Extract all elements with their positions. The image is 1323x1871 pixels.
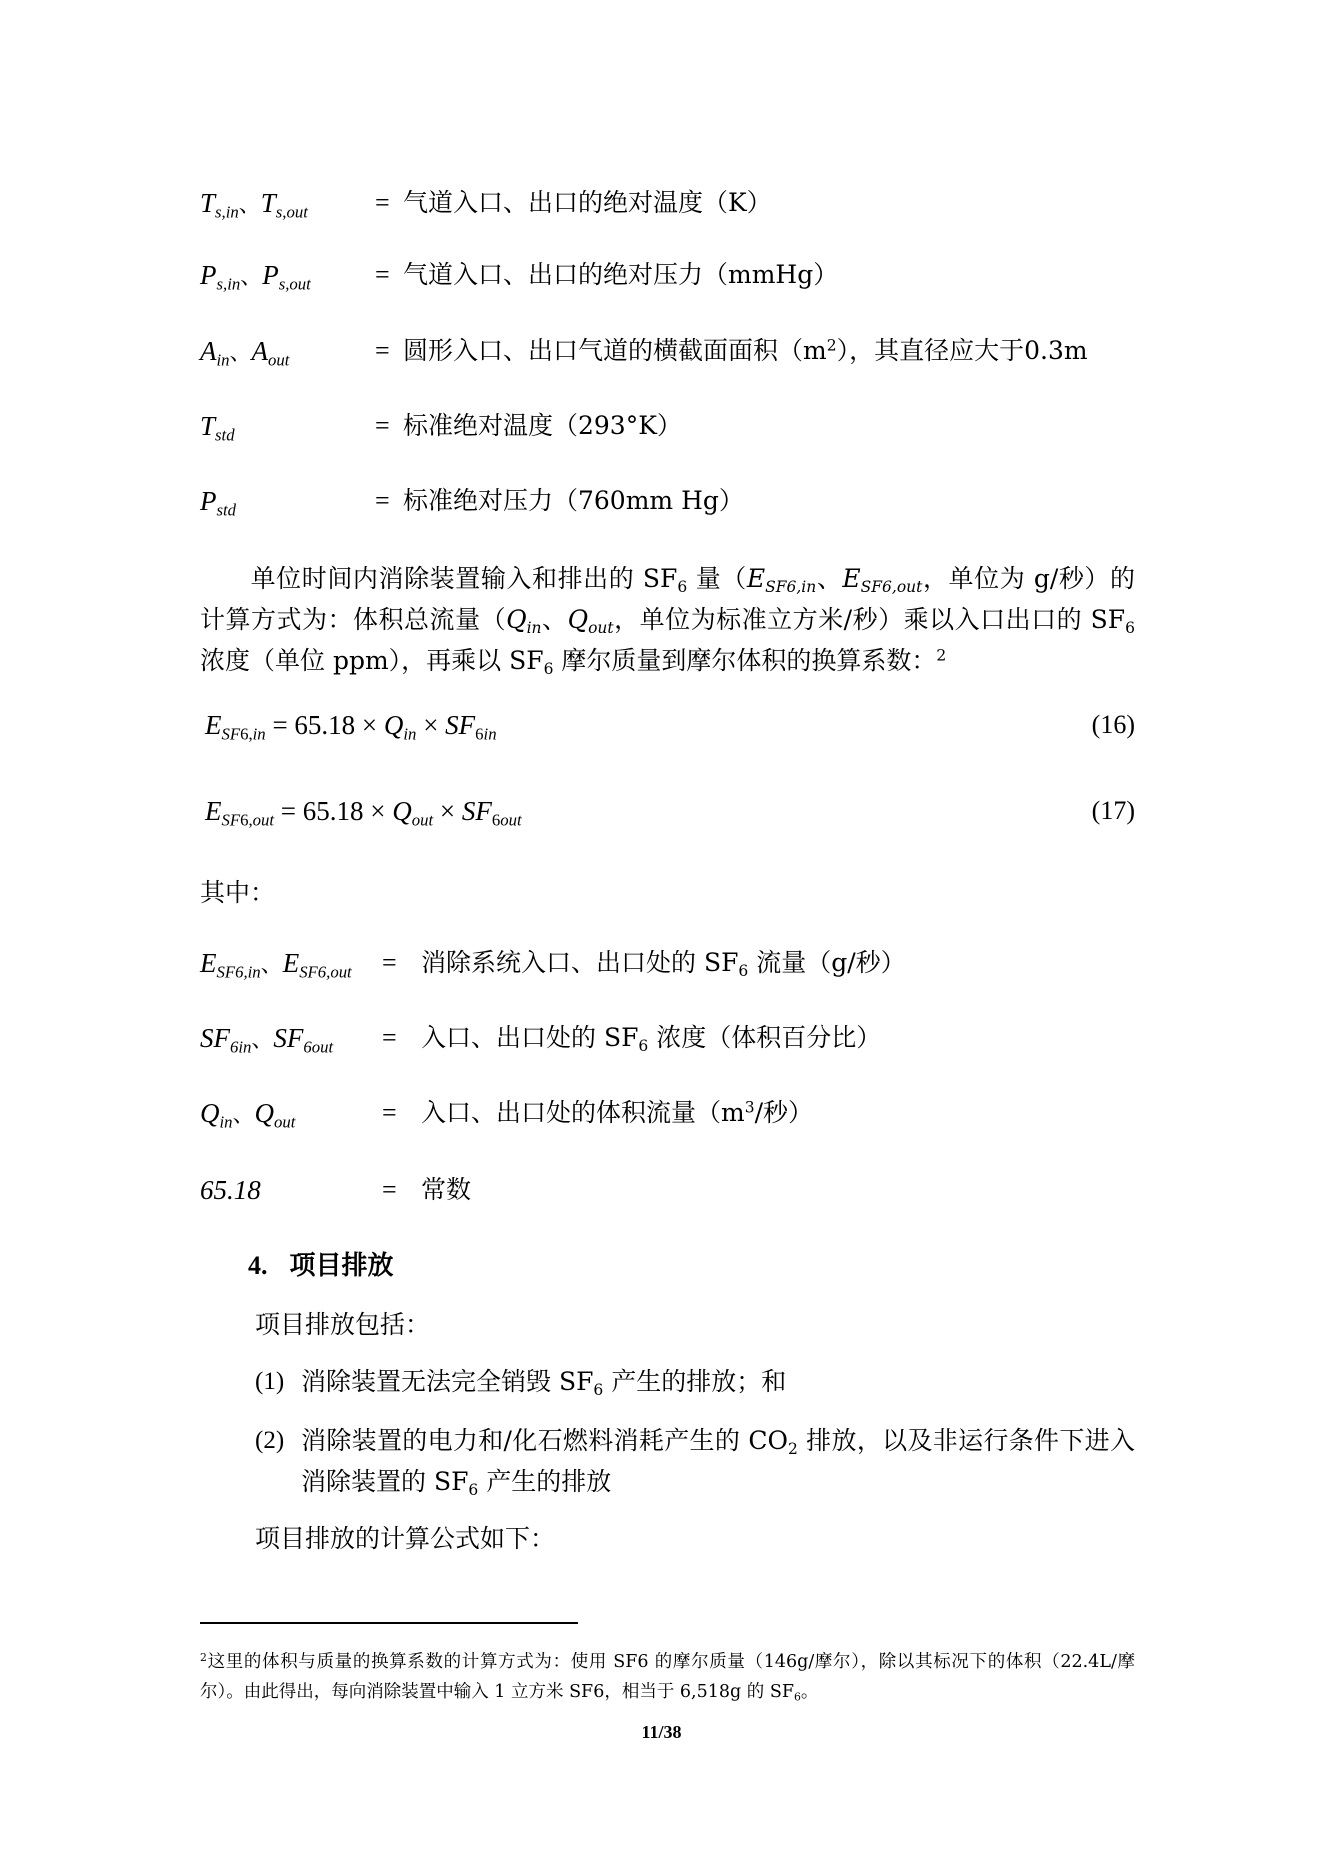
footnote: $^2$这里的体积与质量的换算系数的计算方式为：使用 SF6 的摩尔质量（146g/摩尔），除以其标况下的体积（22.4L/摩尔）。由此得出，每向消除装置中输入 1 立方米 SF6，相当于 6,518g 的 $SF_6$。	[200, 1651, 1135, 1704]
definition-text: 圆形入口、出口气道的横截面面积$(m^2)$，其直径应大于0.3m	[403, 336, 1088, 365]
equation-number: (16)	[1091, 710, 1135, 739]
definition-symbol: $Q_{in}$、$Q_{out}$	[200, 1098, 296, 1132]
where-label: 其中：	[200, 878, 276, 907]
definition-text: 气道入口、出口的绝对温度（K）	[403, 188, 772, 217]
page-number: 11/38	[641, 1722, 682, 1742]
definition-text: 入口、出口处的 $SF_6$ 浓度（体积百分比）	[421, 1023, 882, 1055]
equation-number: (17)	[1091, 796, 1135, 825]
equals-sign: =	[375, 188, 390, 217]
definition-text: 标准绝对温度（293°K）	[403, 411, 682, 440]
definition-symbol: $T_{s,in}$、$T_{s,out}$	[200, 188, 308, 222]
definition-symbol: $P_{s,in}$、$P_{s,out}$	[200, 260, 311, 294]
list-item-label: (2)	[255, 1427, 285, 1454]
equation-formula: $E_{SF6,out} = 65.18 \times Q_{out} \times SF_{6out}$	[205, 796, 522, 830]
section-number: 4.	[248, 1251, 268, 1280]
definition-row	[200, 190, 1160, 230]
definition-text: 标准绝对压力（760mm Hg）	[403, 486, 744, 515]
definition-symbol: $E_{SF6,in}$、$E_{SF6,out}$	[200, 948, 352, 982]
definition-text: 入口、出口处的体积流量（$m^3/$秒）	[421, 1098, 814, 1127]
definition-row	[200, 950, 1160, 990]
list-item-text: 消除装置无法完全销毁 $SF_6$ 产生的排放；和	[301, 1367, 787, 1399]
equals-sign: =	[382, 1175, 397, 1204]
equation-formula: $E_{SF6,in} = 65.18 \times Q_{in} \times SF_{6in}$	[205, 710, 497, 744]
definition-symbol: 65.18	[200, 1175, 261, 1205]
definition-row	[200, 1177, 1160, 1217]
section-title: 项目排放	[289, 1251, 394, 1281]
list-item-text: 消除装置的电力和/化石燃料消耗产生的 $CO_2$ 排放，以及非运行条件下进入消除装置的 $SF_6$ 产生的排放	[301, 1426, 1136, 1499]
equals-sign: =	[375, 336, 390, 365]
equals-sign: =	[375, 260, 390, 289]
footnote-separator	[200, 1622, 578, 1624]
section-heading	[248, 1253, 394, 1279]
definition-text: 气道入口、出口的绝对压力（mmHg）	[403, 260, 839, 289]
definition-row	[200, 338, 1160, 378]
section-intro: 项目排放包括：	[255, 1310, 431, 1339]
definition-row	[200, 488, 1160, 528]
list-item-label: (1)	[255, 1368, 285, 1395]
equation-16	[205, 712, 1135, 752]
equals-sign: =	[382, 948, 397, 977]
equals-sign: =	[382, 1098, 397, 1127]
definition-symbol: $A_{in}$、$A_{out}$	[200, 336, 290, 370]
equals-sign: =	[375, 486, 390, 515]
definition-row	[200, 413, 1160, 453]
body-paragraph: 单位时间内消除装置输入和排出的 $SF_6$ 量（$E_{SF6,in}$、$E_{SF6,out}$，单位为 g/秒）的计算方式为：体积总流量（$Q_{in}$、$Q_{out}$，单位为标准立方米/秒）乘以入口出口的 $SF_6$ 浓度（单位 ppm），再乘以 $SF_6$ 摩尔质量到摩尔体积的换算系数：$^2$	[200, 564, 1135, 678]
equals-sign: =	[382, 1023, 397, 1052]
definition-symbol: $T_{std}$	[200, 411, 235, 445]
definition-symbol: $P_{std}$	[200, 486, 237, 520]
definition-symbol: $SF_{6in}$、$SF_{6out}$	[200, 1023, 334, 1057]
equation-17	[205, 798, 1135, 838]
equals-sign: =	[375, 411, 390, 440]
definition-text: 常数	[421, 1175, 472, 1204]
section-outro: 项目排放的计算公式如下：	[255, 1524, 556, 1553]
definition-text: 消除系统入口、出口处的 $SF_6$ 流量（g/秒）	[421, 948, 906, 980]
definition-row	[200, 1100, 1160, 1140]
definition-row	[200, 262, 1160, 302]
definition-row	[200, 1025, 1160, 1065]
